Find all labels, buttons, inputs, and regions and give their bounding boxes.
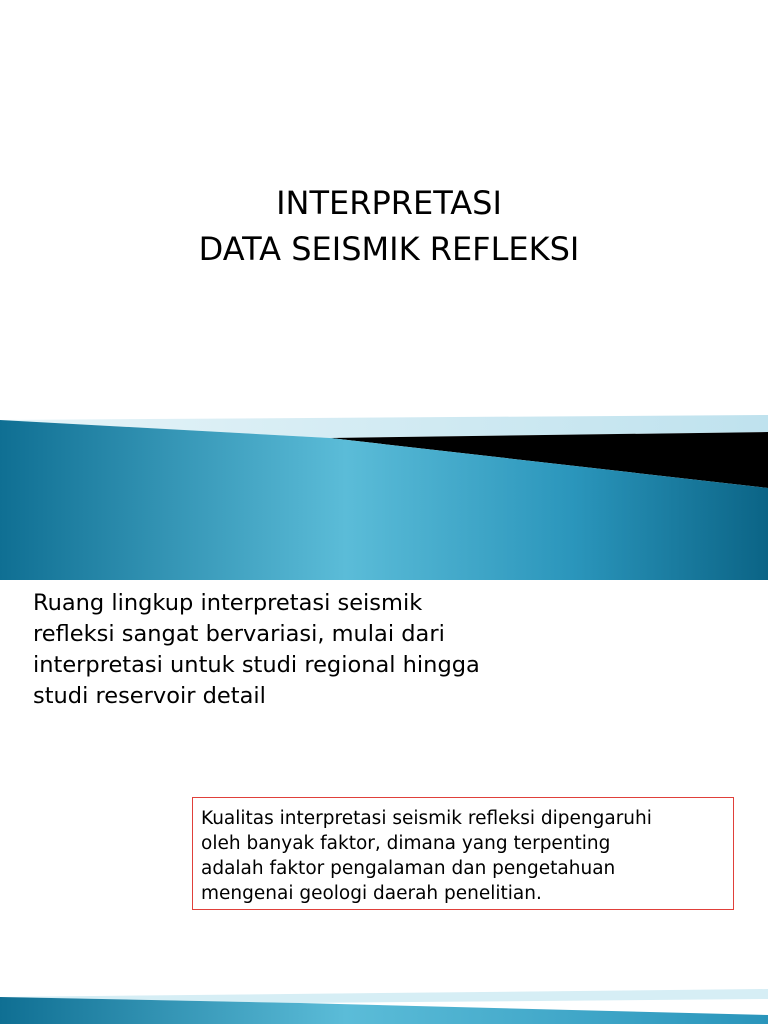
intro-line: interpretasi untuk studi regional hingga: [33, 652, 480, 678]
title-line-1: INTERPRETASI: [276, 184, 502, 222]
intro-line: Ruang lingkup interpretasi seismik: [33, 590, 423, 616]
note-line: oleh banyak faktor, dimana yang terpenting: [201, 833, 611, 854]
intro-paragraph: [33, 588, 593, 712]
title-line-2: DATA SEISMIK REFLEKSI: [198, 230, 580, 268]
note-box: [192, 797, 734, 910]
note-line: mengenai geologi daerah penelitian.: [201, 883, 542, 904]
note-line: Kualitas interpretasi seismik refleksi dipengaruhi: [201, 808, 652, 829]
slide-title: [0, 180, 768, 272]
intro-line: studi reservoir detail: [33, 683, 266, 709]
decorative-teal-band: [0, 410, 768, 580]
intro-line: refleksi sangat bervariasi, mulai dari: [33, 621, 445, 647]
note-line: adalah faktor pengalaman dan pengetahuan: [201, 858, 616, 879]
decorative-bottom-band: [0, 985, 768, 1024]
